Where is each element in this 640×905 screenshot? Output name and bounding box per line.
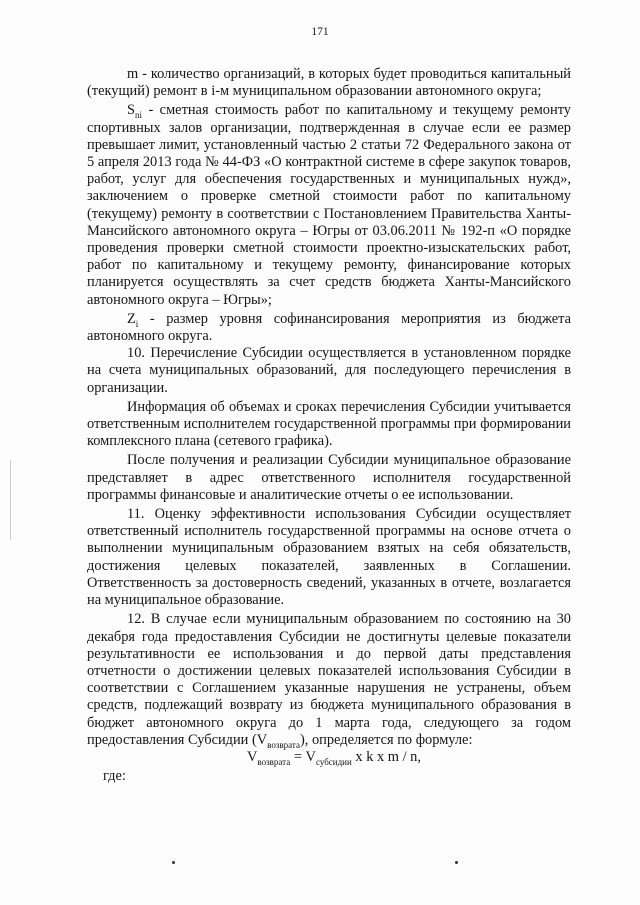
paragraph-12-text: 12. В случае если муниципальным образованием по состоянию на 30 декабря года предоставления Субсидии не достигнуты целевые показатели результативности ее использования и до первой даты представления отчетности о достижении целевых показателей использования Субсидии в соответствии с Соглашением указанные нарушения не устранены, объем средств, подлежащий возврату из бюджета муниципального образования в бюджет автономного округа до 1 марта года, следующего за годом предоставления Субсидии (V [87, 611, 571, 748]
formula-rhs-subscript: субсидии [315, 756, 352, 767]
return-formula [87, 749, 571, 766]
paragraph-zi-definition [87, 311, 571, 345]
sni-definition-text: - сметная стоимость работ по капитальному и текущему ремонту спортивных залов организации, подтвержденная в случае если ее размер превышает лимит, установленный частью 2 статьи 72 Федерального закона от 5 апреля 2013 года № 44-ФЗ «О контрактной системе в сфере закупок товаров, работ, услуг для обеспечения государственных и муниципальных нужд», заключением о проверке сметной стоимости работ по капитальному (текущему) ремонту в соответствии с Постановлением Правительства Ханты-Мансийского автономного округа – Югры от 03.06.2011 № 192-п «О порядке проведения проверки сметной стоимости проектно-изыскательских работ, работ по капитальному и текущему ремонту, финансирование которых планируется осуществлять за счет средств бюджета Ханты-Мансийского автономного округа – Югры»; [87, 102, 571, 308]
zi-definition-text: - размер уровня софинансирования мероприятия из бюджета автономного округа. [87, 310, 571, 345]
sni-symbol: S [127, 102, 136, 119]
sni-symbol-subscript: ni [135, 110, 143, 121]
paragraph-reports: После получения и реализации Субсидии муниципальное образование представляет в адрес ответственного исполнителя государственной программы финансовые и аналитические отчеты о ее использовании. [87, 452, 571, 503]
paragraph-12-end: ), определяется по формуле: [299, 731, 473, 748]
scan-speck-right [455, 861, 458, 864]
zi-symbol-subscript: i [135, 318, 139, 329]
formula-eq: = V [290, 748, 316, 765]
paragraph-sni-definition [87, 102, 571, 308]
paragraph-10: 10. Перечисление Субсидии осуществляется в установленном порядке на счета муниципальных образований, для последующего перечисления в организации. [87, 345, 571, 396]
formula-lhs-subscript: возврата [257, 756, 291, 767]
paragraph-m-definition: m - количество организаций, в которых будет проводиться капитальный (текущий) ремонт в i-м муниципальном образовании автономного округа; [87, 66, 571, 100]
formula-rest: x k x m / n, [351, 748, 421, 765]
paragraph-11: 11. Оценку эффективности использования Субсидии осуществляет ответственный исполнитель государственной программы на основе отчета о выполнении муниципальным образованием взятых на себя обязательств, достижения целевых показателей, заявленных в Соглашении. Ответственность за достоверность сведений, указанных в отчете, возлагается на муниципальное образование. [87, 506, 571, 609]
scan-speck-left [172, 861, 175, 864]
formula-lhs: V [247, 748, 258, 765]
paragraph-info-transfer: Информация об объемах и сроках перечисления Субсидии учитывается ответственным исполнителем государственной программы при формировании комплексного плана (сетевого графика). [87, 398, 571, 450]
zi-symbol: Z [127, 310, 136, 327]
paragraph-12-subscript: возврата [267, 739, 300, 750]
scan-edge-line [10, 460, 11, 540]
where-label: где: [103, 768, 126, 785]
document-body [87, 66, 571, 785]
page-number: 171 [311, 26, 329, 38]
paragraph-12 [87, 611, 571, 749]
